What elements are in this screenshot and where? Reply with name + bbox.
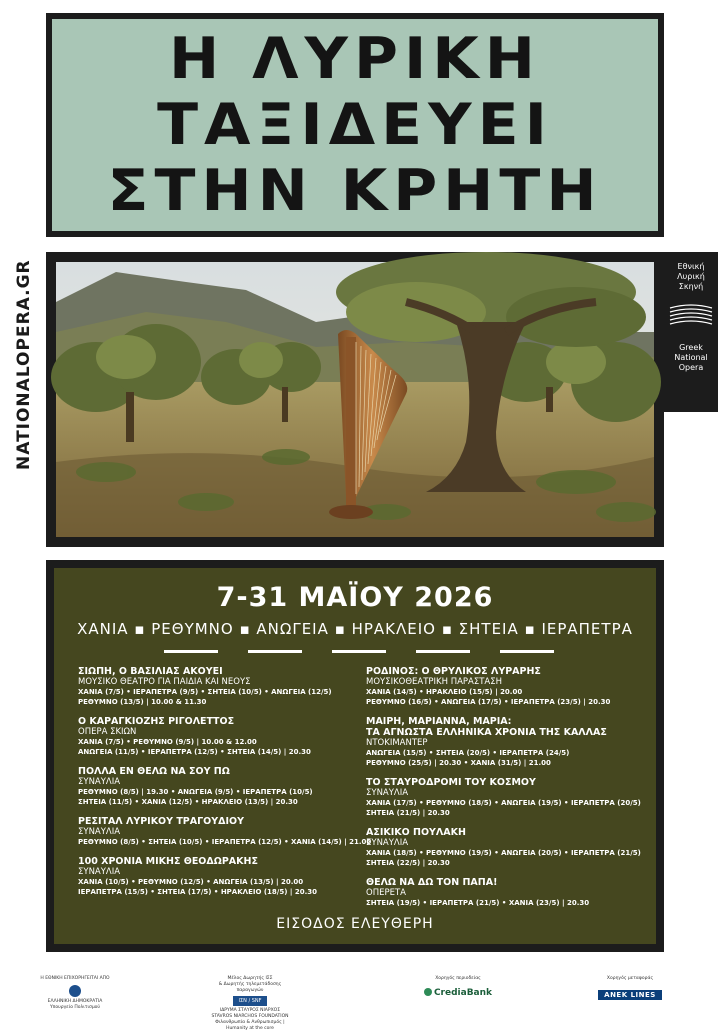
title-line-3: ΣΤΗΝ ΚΡΗΤΗ bbox=[107, 157, 603, 225]
logo-english-line-2: National bbox=[674, 353, 708, 362]
event-type: ΣΥΝΑΥΛΙΑ bbox=[78, 777, 121, 787]
event-schedule: ΧΑΝΙΑ (18/5) • ΡΕΘΥΜΝΟ (19/5) • ΑΝΩΓΕΙΑ (20/5) • ΙΕΡΑΠΕΤΡΑ (21/5) bbox=[366, 849, 641, 857]
dash bbox=[164, 650, 218, 653]
logo-english-line-1: Greek bbox=[679, 343, 703, 352]
anek-lines-logo: ANEK LINES bbox=[598, 990, 662, 1000]
event-type: ΣΥΝΑΥΛΙΑ bbox=[366, 788, 409, 798]
event-title: ΠΟΛΛΑ ΕΝ ΘΕΛΩ ΝΑ ΣΟΥ ΠΩ bbox=[78, 766, 230, 777]
logo-greek-line-1: Εθνική bbox=[677, 262, 705, 271]
event-schedule: ΣΗΤΕΙΑ (22/5) | 20.30 bbox=[366, 859, 450, 867]
title-line-1: Η ΛΥΡΙΚΗ bbox=[169, 25, 541, 93]
event-type: ΜΟΥΣΙΚΟΘΕΑΤΡΙΚΗ ΠΑΡΑΣΤΑΣΗ bbox=[366, 677, 503, 687]
events-left-column bbox=[78, 666, 372, 906]
event-schedule: ΧΑΝΙΑ (14/5) • ΗΡΑΚΛΕΙΟ (15/5) | 20.00 bbox=[366, 688, 523, 696]
event-schedule: ΧΑΝΙΑ (17/5) • ΡΕΘΥΜΝΟ (18/5) • ΑΝΩΓΕΙΑ (19/5) • ΙΕΡΑΠΕΤΡΑ (20/5) bbox=[366, 799, 641, 807]
event-schedule: ΡΕΘΥΜΝΟ (13/5) | 10.00 & 11.30 bbox=[78, 698, 207, 706]
sponsor-label: Η ΕΘΝΙΚΗ ΕΠΙΧΟΡΗΓΕΙΤΑΙ ΑΠΟ bbox=[40, 976, 110, 981]
event-item bbox=[366, 777, 656, 818]
sponsor-label: Μέλος Δωρητής ΙΣΣ bbox=[227, 976, 273, 981]
sponsor-label-2: & Δωρητής τηλεμετάδοσης παραγωγών bbox=[218, 982, 282, 993]
sponsor-label: Χορηγός μεταφοράς bbox=[606, 976, 654, 981]
festival-dates: 7-31 ΜΑΪΟΥ 2026 bbox=[216, 582, 494, 613]
sponsor-sub: STAVROS NIARCHOS FOUNDATION bbox=[211, 1014, 289, 1019]
title-frame bbox=[46, 13, 664, 237]
logo-greek-line-3: Σκηνή bbox=[678, 282, 704, 291]
website-url[interactable]: NATIONALOPERA.GR bbox=[14, 259, 34, 470]
sponsor-sub: Υπουργείο Πολιτισμού bbox=[49, 1005, 101, 1010]
event-title: ΤΟ ΣΤΑΥΡΟΔΡΟΜΙ ΤΟΥ ΚΟΣΜΟΥ bbox=[366, 777, 536, 788]
free-entry-notice: ΕΙΣΟΔΟΣ ΕΛΕΥΘΕΡΗ bbox=[276, 916, 434, 932]
sponsor-shipping bbox=[590, 976, 670, 1000]
event-item bbox=[78, 666, 358, 707]
sponsor-snf bbox=[205, 976, 295, 1032]
event-schedule: ΣΗΤΕΙΑ (11/5) • ΧΑΝΙΑ (12/5) • ΗΡΑΚΛΕΙΟ (13/5) | 20.30 bbox=[78, 798, 298, 806]
events-right-column bbox=[366, 666, 656, 917]
event-title: ΘΕΛΩ ΝΑ ΔΩ ΤΟΝ ΠΑΠΑ! bbox=[366, 877, 498, 888]
event-type: ΣΥΝΑΥΛΙΑ bbox=[366, 838, 409, 848]
waves-icon bbox=[668, 302, 714, 328]
crediabank-icon bbox=[424, 988, 432, 996]
event-type: ΣΥΝΑΥΛΙΑ bbox=[78, 867, 121, 877]
sponsor-name: CrediaBank bbox=[433, 988, 493, 998]
sponsor-name: ΕΛΛΗΝΙΚΗ ΔΗΜΟΚΡΑΤΙΑ bbox=[47, 999, 103, 1004]
event-item bbox=[78, 716, 358, 757]
logo-english-line-3: Opera bbox=[678, 363, 704, 372]
landscape-illustration bbox=[56, 262, 654, 537]
event-item bbox=[366, 666, 656, 707]
divider-dashes bbox=[164, 650, 554, 653]
event-schedule: ΧΑΝΙΑ (7/5) • ΙΕΡΑΠΕΤΡΑ (9/5) • ΣΗΤΕΙΑ (10/5) • ΑΝΩΓΕΙΑ (12/5) bbox=[78, 688, 332, 696]
event-title: 100 ΧΡΟΝΙΑ ΜΙΚΗΣ ΘΕΟΔΩΡΑΚΗΣ bbox=[78, 856, 258, 867]
sponsor-label: Χορηγός περιοδείας bbox=[435, 976, 481, 981]
event-schedule: ΧΑΝΙΑ (7/5) • ΡΕΘΥΜΝΟ (9/5) | 10.00 & 12.00 bbox=[78, 738, 257, 746]
sponsor-bank bbox=[418, 976, 498, 996]
photo-frame bbox=[46, 252, 664, 547]
event-item bbox=[78, 856, 358, 897]
crediabank-logo bbox=[418, 988, 498, 996]
greek-national-opera-logo[interactable] bbox=[664, 252, 718, 412]
event-schedule: ΙΕΡΑΠΕΤΡΑ (15/5) • ΣΗΤΕΙΑ (17/5) • ΗΡΑΚΛΕΙΟ (18/5) | 20.30 bbox=[78, 888, 317, 896]
event-schedule: ΣΗΤΕΙΑ (19/5) • ΙΕΡΑΠΕΤΡΑ (21/5) • ΧΑΝΙΑ (23/5) | 20.30 bbox=[366, 899, 590, 907]
event-item bbox=[78, 766, 358, 807]
dash bbox=[248, 650, 302, 653]
event-schedule: ΡΕΘΥΜΝΟ (8/5) • ΣΗΤΕΙΑ (10/5) • ΙΕΡΑΠΕΤΡΑ (12/5) • ΧΑΝΙΑ (14/5) | 21.00 bbox=[78, 838, 372, 846]
sponsor-sub-2: Φιλανθρωπία & Ανθρωπισμός | Humanity at the core bbox=[215, 1020, 285, 1031]
event-schedule: ΑΝΩΓΕΙΑ (15/5) • ΣΗΤΕΙΑ (20/5) • ΙΕΡΑΠΕΤΡΑ (24/5) bbox=[366, 749, 570, 757]
title-box bbox=[52, 19, 658, 231]
title-line-2: ΤΑΞΙΔΕΥΕΙ bbox=[157, 91, 553, 159]
event-item bbox=[366, 877, 656, 908]
event-schedule: ΡΕΘΥΜΝΟ (25/5) | 20.30 • ΧΑΝΙΑ (31/5) | 21.00 bbox=[366, 759, 551, 767]
event-type: ΟΠΕΡΑ ΣΚΙΩΝ bbox=[78, 727, 137, 737]
dash bbox=[416, 650, 470, 653]
event-schedule: ΑΝΩΓΕΙΑ (11/5) • ΙΕΡΑΠΕΤΡΑ (12/5) • ΣΗΤΕΙΑ (14/5) | 20.30 bbox=[78, 748, 311, 756]
logo-greek-line-2: Λυρική bbox=[677, 272, 705, 281]
event-type: ΜΟΥΣΙΚΟ ΘΕΑΤΡΟ ΓΙΑ ΠΑΙΔΙΑ ΚΑΙ ΝΕΟΥΣ bbox=[78, 677, 251, 687]
event-title: ΡΕΣΙΤΑΛ ΛΥΡΙΚΟΥ ΤΡΑΓΟΥΔΙΟΥ bbox=[78, 816, 244, 827]
event-type: ΣΥΝΑΥΛΙΑ bbox=[78, 827, 121, 837]
event-schedule: ΡΕΘΥΜΝΟ (16/5) • ΑΝΩΓΕΙΑ (17/5) • ΙΕΡΑΠΕΤΡΑ (23/5) | 20.30 bbox=[366, 698, 611, 706]
dash bbox=[332, 650, 386, 653]
sponsor-name: ΙΔΡΥΜΑ ΣΤΑΥΡΟΣ ΝΙΑΡΧΟΣ bbox=[219, 1008, 281, 1013]
greek-emblem-icon bbox=[69, 985, 81, 997]
event-schedule: ΧΑΝΙΑ (10/5) • ΡΕΘΥΜΝΟ (12/5) • ΑΝΩΓΕΙΑ (13/5) | 20.00 bbox=[78, 878, 304, 886]
harp-landscape-image bbox=[56, 262, 654, 537]
event-title: ΜΑΙΡΗ, ΜΑΡΙΑΝΝΑ, ΜΑΡΙΑ: bbox=[366, 716, 512, 727]
sponsor-ministry bbox=[40, 976, 110, 1011]
event-schedule: ΡΕΘΥΜΝΟ (8/5) | 19.30 • ΑΝΩΓΕΙΑ (9/5) • ΙΕΡΑΠΕΤΡΑ (10/5) bbox=[78, 788, 313, 796]
event-item bbox=[366, 716, 656, 768]
event-title: Ο ΚΑΡΑΓΚΙΟΖΗΣ ΡΙΓΟΛΕΤΤΟΣ bbox=[78, 716, 235, 727]
program-panel bbox=[54, 568, 656, 944]
dash bbox=[500, 650, 554, 653]
event-schedule: ΣΗΤΕΙΑ (21/5) | 20.30 bbox=[366, 809, 450, 817]
event-item bbox=[78, 816, 372, 847]
event-title-line-2: ΤΑ ΑΓΝΩΣΤΑ ΕΛΛΗΝΙΚΑ ΧΡΟΝΙΑ ΤΗΣ ΚΑΛΛΑΣ bbox=[366, 727, 607, 738]
event-title: ΣΙΩΠΗ, Ο ΒΑΣΙΛΙΑΣ ΑΚΟΥΕΙ bbox=[78, 666, 223, 677]
snf-logo: ΙΣΝ / SNF bbox=[233, 996, 266, 1006]
event-item bbox=[366, 827, 656, 868]
program-frame bbox=[46, 560, 664, 952]
event-type: ΝΤΟΚΙΜΑΝΤΕΡ bbox=[366, 738, 428, 748]
event-type: ΟΠΕΡΕΤΑ bbox=[366, 888, 406, 898]
event-title: ΑΣΙΚΙΚΟ ΠΟΥΛΑΚΗ bbox=[366, 827, 466, 838]
event-title: ΡΟΔΙΝΟΣ: Ο ΘΡΥΛΙΚΟΣ ΛΥΡΑΡΗΣ bbox=[366, 666, 541, 677]
city-list: ΧΑΝΙΑ ▪ ΡΕΘΥΜΝΟ ▪ ΑΝΩΓΕΙΑ ▪ ΗΡΑΚΛΕΙΟ ▪ ΣΗΤΕΙΑ ▪ ΙΕΡΑΠΕΤΡΑ bbox=[77, 620, 633, 638]
